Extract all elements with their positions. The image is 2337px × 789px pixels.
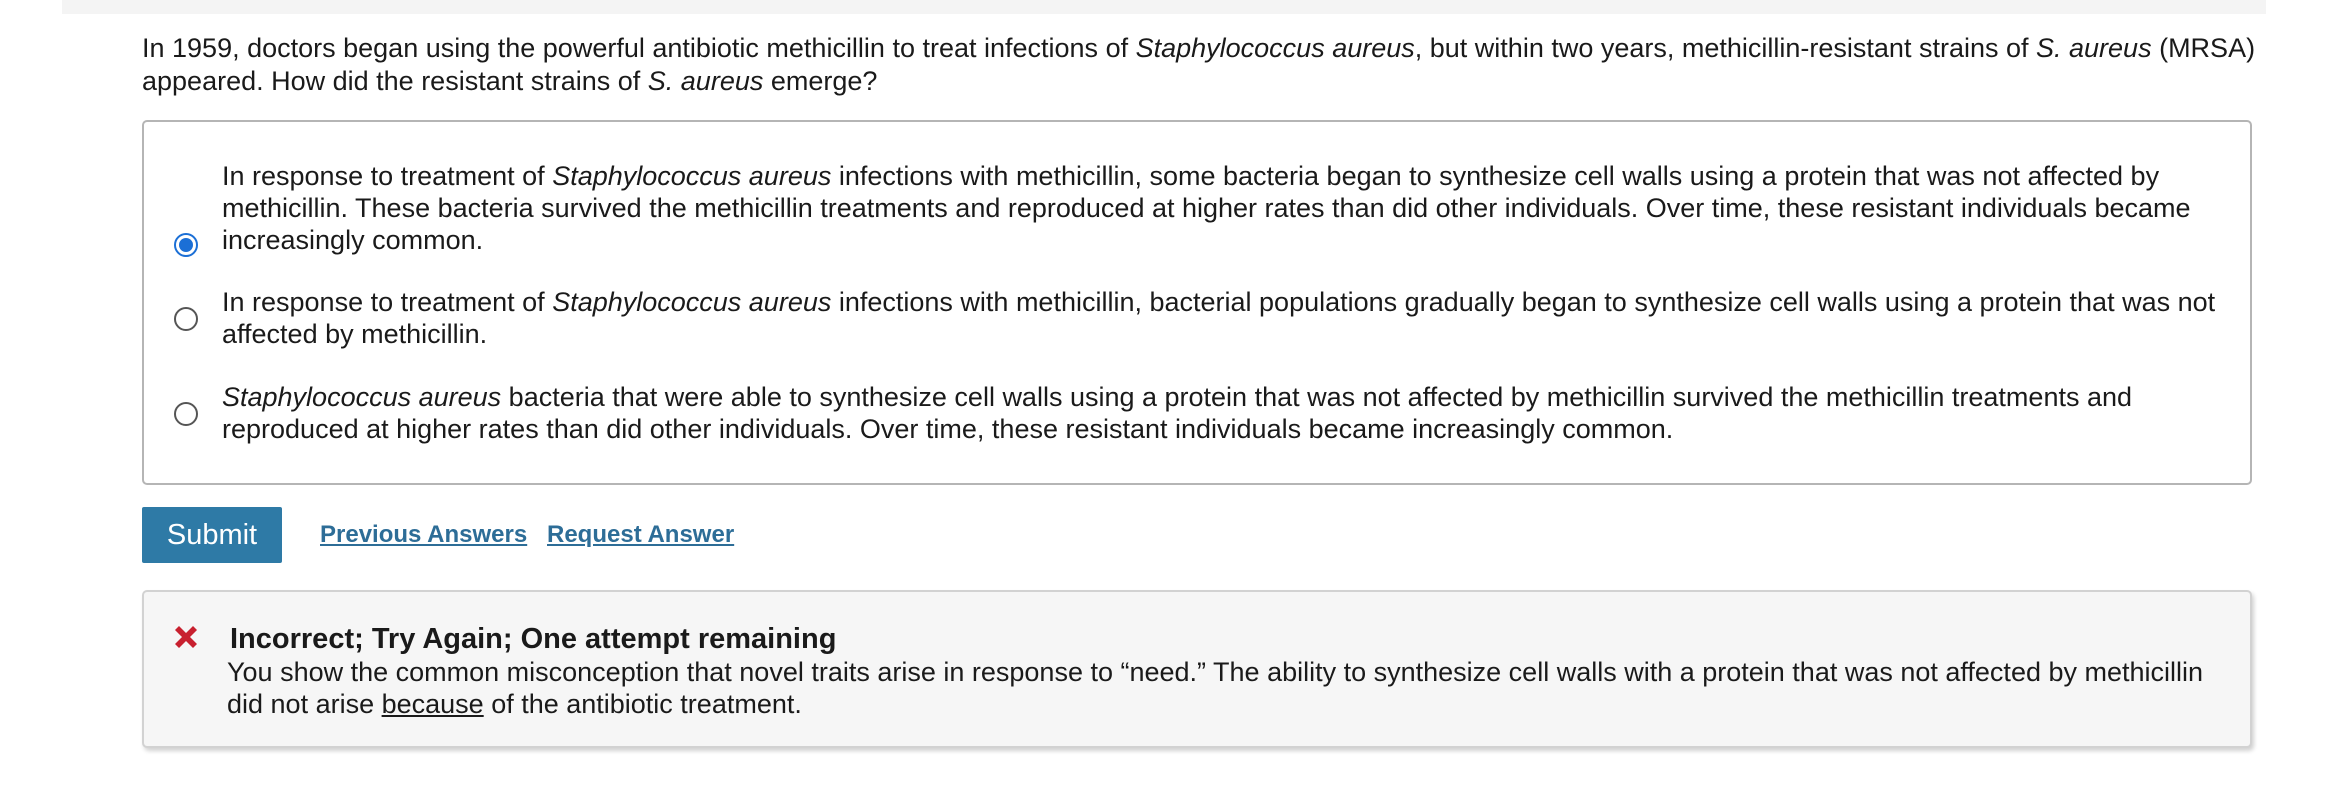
radio-button-choice-2[interactable] [174,307,198,331]
feedback-body-post: of the antibiotic treatment. [483,689,802,719]
feedback-body-underlined: because [381,689,484,719]
choice-3-text[interactable] [222,381,2222,445]
choice-3-italic: Staphylococcus aureus [222,382,502,412]
choice-1-text[interactable] [222,160,2222,256]
request-answer-link[interactable]: Request Answer [547,521,735,548]
question-italic-3: S. aureus [647,66,764,96]
choice-2-pre: In response to treatment of [222,287,553,317]
choice-2-text[interactable] [222,286,2222,350]
question-text [142,32,2282,98]
feedback-title: Incorrect; Try Again; One attempt remaining [230,623,837,655]
question-italic-2: S. aureus [2036,33,2152,63]
choice-3-post: bacteria that were able to synthesize cell walls using a protein that was not affected by methicillin survived the methicillin treatments and reproduced at higher rates than did other individuals. Over time, these resistant individuals became increasingly common. [222,382,2133,444]
feedback-body-pre: You show the common misconception that novel traits arise in response to “need.” The ability to synthesize cell walls with a protein that was not affected by methicillin did not arise [227,657,2204,719]
question-italic-1: Staphylococcus aureus [1135,33,1415,63]
question-part-4: emerge? [763,66,878,96]
choice-1-post: infections with methicillin, some bacteria began to synthesize cell walls using a protein that was not affected by methicillin. These bacteria survived the methicillin treatments and reproduced at higher rates than did other individuals. Over time, these resistant individuals became increasingly common. [222,161,2191,255]
choice-1-italic: Staphylococcus aureus [552,161,832,191]
radio-button-choice-1[interactable] [174,233,198,257]
submit-button[interactable]: Submit [142,507,282,563]
choice-1-pre: In response to treatment of [222,161,553,191]
choice-2-post: infections with methicillin, bacterial populations gradually began to synthesize cell walls using a protein that was not affected by methicillin. [222,287,2216,349]
feedback-panel [142,590,2252,748]
top-strip [62,0,2266,14]
x-icon [171,622,201,652]
previous-answers-link[interactable]: Previous Answers [320,521,528,548]
choice-2-italic: Staphylococcus aureus [552,287,832,317]
question-part-3: (MRSA) appeared. How did the resistant strains of [142,33,2256,96]
feedback-body [227,656,2227,720]
question-part-2: , but within two years, methicillin-resistant strains of [1414,33,2036,63]
answer-choices [142,120,2252,485]
radio-button-choice-3[interactable] [174,402,198,426]
question-part-1: In 1959, doctors began using the powerful antibiotic methicillin to treat infections of [142,33,1136,63]
